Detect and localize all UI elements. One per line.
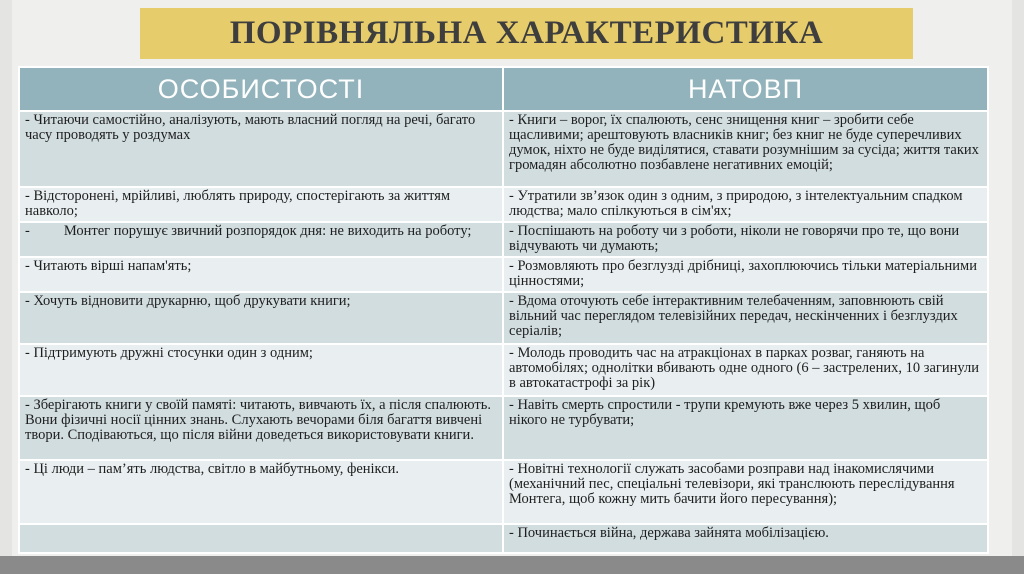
cell-crowd: - Утратили зв’язок один з одним, з природою, з інтелектуальним спадком людства; мало спілкуються в сім'ях; [503,187,988,222]
cell-crowd: - Новітні технології служать засобами розправи над інакомислячими (механічний пес, спеціальні телевізори, які транслюють переслідування Монтега, щоб кожну мить бачити його пересування); [503,460,988,524]
table-row [19,344,988,396]
title-banner [140,8,913,59]
cell-individuals: - Ці люди – пам’ять людства, світло в майбутньому, фенікси. [19,460,503,524]
bottom-bar [0,556,1024,574]
cell-crowd: - Поспішають на роботу чи з роботи, ніколи не говорячи про те, що вони відчувають чи думають; [503,222,988,257]
cell-crowd: - Починається війна, держава зайнята мобілізацією. [503,524,988,553]
slide-title: ПОРІВНЯЛЬНА ХАРАКТЕРИСТИКА [229,15,824,51]
table-row [19,460,988,524]
table-row [19,524,988,553]
column-header-crowd: НАТОВП [503,67,988,111]
table-header-row [19,67,988,111]
right-margin-band [1012,0,1024,574]
cell-crowd: - Молодь проводить час на атракціонах в парках розваг, ганяють на автомобілях; однолітки вбивають одне одного (6 – застрелених, 10 загинули в автокатастрофі за рік) [503,344,988,396]
comparison-table [18,66,989,554]
table-row [19,257,988,292]
cell-individuals-text: Монтег порушує звичний розпорядок дня: не виходить на роботу; [63,223,472,239]
cell-individuals: - Читаючи самостійно, аналізують, мають власний погляд на речі, багато часу проводять у роздумах [19,111,503,187]
cell-crowd: - Вдома оточують себе інтерактивним телебаченням, заповнюють свій вільний час переглядом телевізійних передач, нескінченних і безглуздих серіалів; [503,292,988,344]
comparison-table-container [18,66,987,554]
cell-individuals [19,524,503,553]
cell-individuals: - Хочуть відновити друкарню, щоб друкувати книги; [19,292,503,344]
column-header-individuals: ОСОБИСТОСТІ [19,67,503,111]
cell-individuals [19,222,503,257]
cell-individuals: - Відсторонені, мрійливі, люблять природу, спостерігають за життям навколо; [19,187,503,222]
table-row [19,187,988,222]
table-row [19,396,988,460]
table-row [19,222,988,257]
cell-individuals: - Підтримують дружні стосунки один з одним; [19,344,503,396]
table-row [19,111,988,187]
bullet-dash: - [25,223,30,239]
left-margin-band [0,0,12,574]
cell-individuals: - Читають вірші напам'ять; [19,257,503,292]
cell-crowd: - Розмовляють про безглузді дрібниці, захоплюючись тільки матеріальними цінностями; [503,257,988,292]
table-row [19,292,988,344]
cell-crowd: - Навіть смерть спростили - трупи кремують вже через 5 хвилин, щоб нікого не турбувати; [503,396,988,460]
cell-crowd: - Книги – ворог, їх спалюють, сенс знищення книг – зробити себе щасливими; арештовують власників книг; без книг не буде суперечливих думок, ніхто не буде виділятися, ставати розумнішим за сусіда; життя таких громадян абсолютно позбавлене негативних емоцій; [503,111,988,187]
cell-individuals: - Зберігають книги у своїй памяті: читають, вивчають їх, а після спалюють. Вони фізичні носії цінних знань. Слухають вечорами біля багаття вивчені твори. Сподіваються, що після війни доведеться використовувати книги. [19,396,503,460]
